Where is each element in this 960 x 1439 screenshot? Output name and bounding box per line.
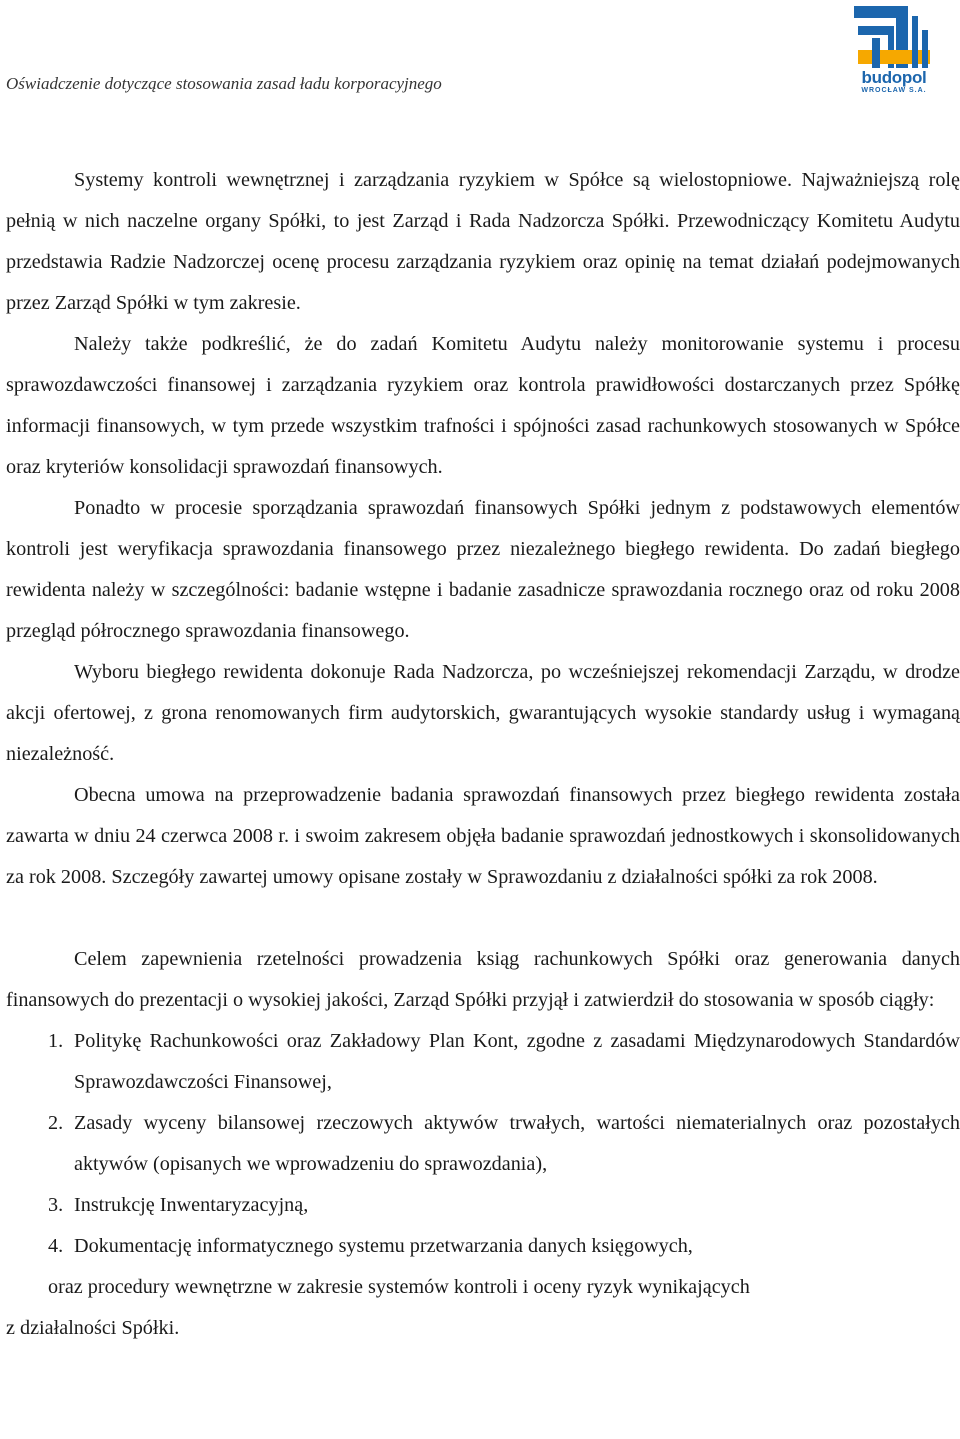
list-item <box>6 1226 960 1267</box>
logo-subtitle-text: WROCŁAW S.A. <box>861 87 927 94</box>
paragraph-current-contract: Obecna umowa na przeprowadzenie badania sprawozdań finansowych przez biegłego rewidenta została zawarta w dniu 24 czerwca 2008 r. i swoim zakresem objęła badanie sprawozdań jednostkowych i skonsolidowanych za rok 2008. Szczegóły zawartej umowy opisane zostały w Sprawozdaniu z działalności spółki za rok 2008. <box>6 784 960 888</box>
closing-line-2: z działalności Spółki. <box>6 1317 180 1339</box>
paragraph-auditor-selection: Wyboru biegłego rewidenta dokonuje Rada Nadzorcza, po wcześniejszej rekomendacji Zarządu, w drodze akcji ofertowej, z grona renomowanych firm audytorskich, gwarantujących wysokie standardy usług i wymaganą niezależność. <box>6 661 960 765</box>
company-logo <box>852 6 936 94</box>
list-item-number: 1. <box>48 1030 64 1052</box>
accounting-documents-list <box>6 1021 960 1267</box>
list-item-number: 4. <box>48 1235 64 1257</box>
list-item-number: 3. <box>48 1194 64 1216</box>
list-item-number: 2. <box>48 1112 64 1134</box>
list-item <box>6 1103 960 1185</box>
closing-line-1: oraz procedury wewnętrzne w zakresie systemów kontroli i oceny ryzyk wynikających <box>48 1276 750 1298</box>
logo-brand-text: budopol <box>861 68 927 87</box>
list-item-text: Politykę Rachunkowości oraz Zakładowy Plan Kont, zgodne z zasadami Międzynarodowych Standardów Sprawozdawczości Finansowej, <box>74 1030 960 1093</box>
paragraph-audit-committee: Należy także podkreślić, że do zadań Komitetu Audytu należy monitorowanie systemu i procesu sprawozdawczości finansowej i zarządzania ryzykiem oraz kontrola prawidłowości dostarczanych przez Spółkę informacji finansowych, w tym przede wszystkim trafności i spójności zasad rachunkowych stosowanych w Spółce oraz kryteriów konsolidacji sprawozdań finansowych. <box>6 333 960 478</box>
list-item <box>6 1185 960 1226</box>
paragraph-accounting-policies-intro: Celem zapewnienia rzetelności prowadzenia ksiąg rachunkowych Spółki oraz generowania danych finansowych do prezentacji o wysokiej jakości, Zarząd Spółki przyjął i zatwierdził do stosowania w sposób ciągły: <box>6 948 960 1011</box>
list-item-text: Instrukcję Inwentaryzacyjną, <box>74 1194 309 1216</box>
page-header <box>0 0 960 110</box>
list-item-text: Dokumentację informatycznego systemu przetwarzania danych księgowych, <box>74 1235 693 1257</box>
document-header-title: Oświadczenie dotyczące stosowania zasad ładu korporacyjnego <box>6 74 442 93</box>
paragraph-auditor-verification: Ponadto w procesie sporządzania sprawozdań finansowych Spółki jednym z podstawowych elementów kontroli jest weryfikacja sprawozdania finansowego przez niezależnego biegłego rewidenta. Do zadań biegłego rewidenta należy w szczególności: badanie wstępne i badanie zasadnicze sprawozdania rocznego oraz od roku 2008 przegląd półrocznego sprawozdania finansowego. <box>6 497 960 642</box>
paragraph-risk-systems: Systemy kontroli wewnętrznej i zarządzania ryzykiem w Spółce są wielostopniowe. Najważniejszą rolę pełnią w nich naczelne organy Spółki, to jest Zarząd i Rada Nadzorcza Spółki. Przewodniczący Komitetu Audytu przedstawia Radzie Nadzorczej ocenę procesu zarządzania ryzykiem oraz opinię na temat działań podejmowanych przez Zarząd Spółki w tym zakresie. <box>6 169 960 314</box>
closing-paragraph <box>6 1267 960 1349</box>
document-body <box>6 160 960 1349</box>
list-item-text: Zasady wyceny bilansowej rzeczowych aktywów trwałych, wartości niematerialnych oraz pozostałych aktywów (opisanych we wprowadzeniu do sprawozdania), <box>74 1112 960 1175</box>
building-logo-icon <box>852 6 936 70</box>
list-item <box>6 1021 960 1103</box>
